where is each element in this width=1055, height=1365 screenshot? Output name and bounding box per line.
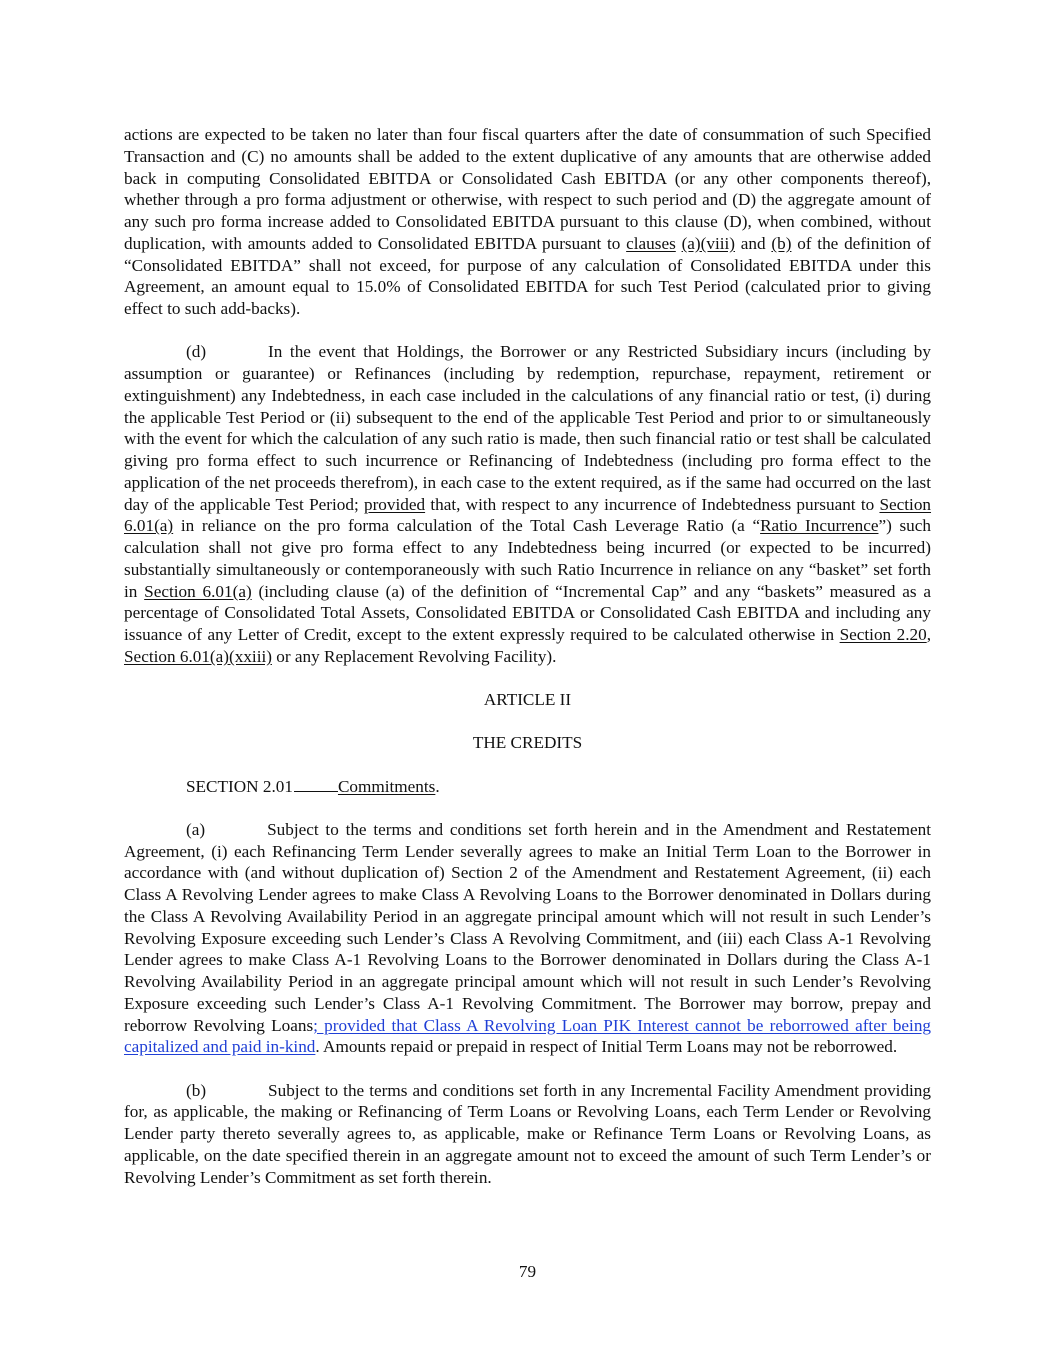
section-title: Commitments <box>337 776 436 796</box>
section-tab-underline <box>294 777 338 792</box>
ratio-incurrence-term: Ratio Incurrence <box>760 516 879 536</box>
paragraph-label: (b) <box>186 1080 207 1100</box>
article-heading: ARTICLE II <box>483 690 572 709</box>
article-title: THE CREDITS <box>472 733 583 753</box>
paragraph-d: (d) In the event that Holdings, the Borrower or any Restricted Subsidiary incurs (including by assumption or guarantee) or Refinances (including by redemption, repurchase, repayment, retirement or extinguishment) any Indebtedness, in each case included in the calculations of any financial ratio or test, (i) during the applicable Test Period or (ii) subsequent to the end of the applicable Test Period and prior to or simultaneously with the event for which the calculation of any such ratio is made, then such financial ratio or test shall be calculated giving pro forma effect to such incurrence or Refinancing of Indebtedness (including pro forma effect to the application of the net proceeds therefrom), in each case to the extent required, as if the same had occurred on the last day of the applicable Test Period; provided that, with respect to any incurrence of Indebtedness pursuant to Section 6.01(a) in reliance on the pro forma calculation of the Total Cash Leverage Ratio (a “Ratio Incurrence”) such calculation shall not give pro forma effect to any Indebtedness being incurred (or expected to be incurred) substantially simultaneously or contemporaneously with such Ratio Incurrence in reliance on any “basket” set forth in Section 6.01(a) (including clause (a) of the definition of “Incremental Cap” and any “baskets” measured as a percentage of Consolidated Total Assets, Consolidated EBITDA or Consolidated Cash EBITDA and including any issuance of any Letter of Credit, except to the extent expressly required to be calculated otherwise in Section 2.20, Section 6.01(a)(xxiii) or any Replacement Revolving Facility). <box>124 342 932 666</box>
paragraph-b: (b) Subject to the terms and conditions set forth in any Incremental Facility Amendment providing for, as applicable, the making or Refinancing of Term Loans or Revolving Loans, each Term Lender or Revolving Lender party thereto severally agrees to, as applicable, make or Refinance Term Loans or Revolving Loans, as applicable, on the date specified therein in an aggregate amount not to exceed the amount of such Term Lender’s or Revolving Lender’s Commitment as set forth therein. <box>124 1080 931 1187</box>
section-reference: Section 6.01(a) <box>144 581 252 601</box>
paragraph-label: (d) <box>186 342 207 362</box>
document-page <box>124 124 931 1188</box>
clause-a-viii-reference: (a)(viii) <box>681 233 736 253</box>
paragraph-label: (a) <box>186 819 206 839</box>
section-reference: Section 6.01(a)(xxiii) <box>124 646 272 666</box>
section-reference: Section 2.20 <box>839 625 927 644</box>
clause-b-reference: (b) <box>771 233 792 253</box>
paragraph-continuation: actions are expected to be taken no later than four fiscal quarters after the date of consummation of such Specified Transaction and (C) no amounts shall be added to the extent duplicative of any amounts that are otherwise added back in computing Consolidated EBITDA or Consolidated Cash EBITDA (or any other components thereof), whether through a pro forma adjustment or otherwise, with respect to such period and (D) the aggregate amount of any such pro forma increase added to Consolidated EBITDA pursuant to this clause (D), when combined, without duplication, with amounts added to Consolidated EBITDA pursuant to clauses (a)(viii) and (b) of the definition of “Consolidated EBITDA” shall not exceed, for purpose of any calculation of Consolidated EBITDA under this Agreement, an amount equal to 15.0% of Consolidated EBITDA for such Test Period (calculated prior to giving effect to such add-backs). <box>124 125 931 318</box>
section-reference: Section 6.01(a) <box>124 494 932 536</box>
section-number: SECTION 2.01 <box>186 776 293 796</box>
page-number: 79 <box>518 1262 537 1281</box>
inserted-text: ; provided that Class A Revolving Loan PIK Interest cannot be reborrowed after being capitalized and paid in-kind <box>124 1015 932 1057</box>
clauses-reference: clauses <box>626 233 676 253</box>
provided-term: provided <box>363 494 426 514</box>
paragraph-a: (a) Subject to the terms and conditions set forth herein and in the Amendment and Restatement Agreement, (i) each Refinancing Term Lender severally agrees to make an Initial Term Loan to the Borrower in accordance with (and without duplication of) Section 2 of the Amendment and Restatement Agreement, (ii) each Class A Revolving Lender agrees to make Class A Revolving Loans to the Borrower denominated in Dollars during the Class A Revolving Availability Period in an aggregate principal amount which will not result in such Lender’s Revolving Exposure exceeding such Lender’s Class A Revolving Commitment, and (iii) each Class A-1 Revolving Lender agrees to make Class A-1 Revolving Loans to the Borrower denominated in Dollars during the Class A-1 Revolving Availability Period in an aggregate principal amount which will not result in such Lender’s Revolving Exposure exceeding such Lender’s Class A-1 Revolving Commitment. The Borrower may borrow, prepay and reborrow Revolving Loans; provided that Class A Revolving Loan PIK Interest cannot be reborrowed after being capitalized and paid in-kind. Amounts repaid or prepaid in respect of Initial Term Loans may not be reborrowed. <box>124 819 932 1057</box>
section-heading: SECTION 2.01 Commitments. <box>186 776 440 796</box>
